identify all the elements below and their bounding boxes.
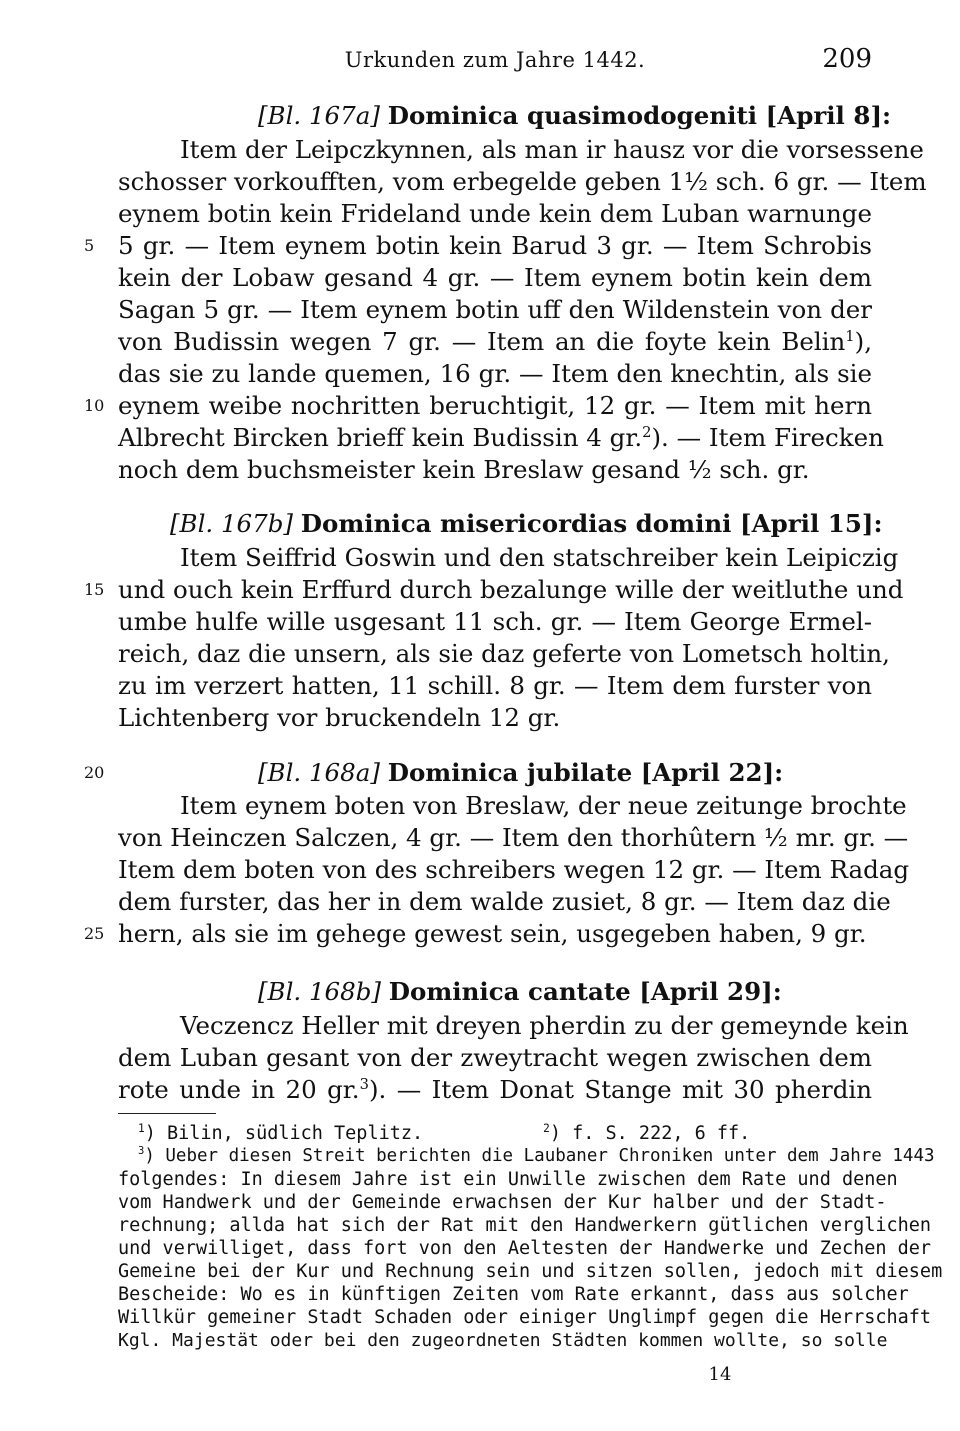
text-line: Item der Leipczkynnen, als man ir hausz vor die vorsessene (180, 135, 924, 164)
page-number: 209 (822, 44, 872, 74)
footnote-line: Bescheide: Wo es in künftigen Zeiten vom Rate erkannt, dass aus solcher (118, 1284, 909, 1305)
text-line: umbe hulfe wille usgesant 11 sch. gr. — Item George Ermel- (118, 607, 872, 636)
footnote-line (118, 1122, 872, 1145)
text-line: von Heinczen Salczen, 4 gr. — Item den thorhûtern ½ mr. gr. — (118, 823, 909, 852)
text-line (118, 1074, 872, 1105)
text-line: schosser vorkoufften, vom erbegelde geben 1½ sch. 6 gr. — Item (118, 167, 927, 196)
folio-reference: [Bl. 168a] (258, 758, 380, 787)
section-heading (118, 976, 872, 1007)
text-line: Sagan 5 gr. — Item eynem botin uff den Wildenstein von der (118, 295, 872, 324)
running-head: Urkunden zum Jahre 1442. (344, 48, 646, 72)
text-line: Item Seiffrid Goswin und den statschreiber kein Leipiczig (180, 543, 899, 572)
text-line: eynem botin kein Frideland unde kein dem Luban warnunge (118, 199, 872, 228)
text-line: noch dem buchsmeister kein Breslaw gesand ½ sch. gr. (118, 455, 810, 484)
footnote-line: vom Handwerk und der Gemeinde erwachsen der Kur halber und der Stadt- (118, 1192, 887, 1213)
footnote-marker: 1 (845, 327, 855, 345)
text-line: hern, als sie im gehege gewest sein, usgegeben haben, 9 gr. (118, 919, 867, 948)
section-title: Dominica quasimodogeniti [April 8]: (387, 101, 892, 130)
folio-reference: [Bl. 168b] (258, 977, 381, 1006)
footnote-line: Kgl. Majestät oder bei den zugeordneten Städten kommen wollte, so solle (118, 1330, 888, 1351)
footnote-number: 1 (138, 1121, 145, 1135)
section-title: Dominica jubilate [April 22]: (387, 758, 784, 787)
footnote-line: Gemeine bei der Kur und Rechnung sein und sitzen sollen, jedoch mit diesem (118, 1261, 943, 1282)
text-line: reich, daz die unsern, als sie daz geferte von Lometsch holtin, (118, 639, 890, 668)
text-line: und ouch kein Erffurd durch bezalunge wille der weitluthe und (118, 575, 904, 604)
text-line: Item dem boten von des schreibers wegen 12 gr. — Item Radag (118, 855, 910, 884)
page-header (118, 44, 872, 78)
line-number: 15 (84, 580, 105, 599)
line-number: 25 (84, 924, 105, 943)
footnote-number: 3 (138, 1145, 145, 1158)
folio-reference: [Bl. 167a] (258, 101, 380, 130)
text-segment: von Budissin wegen 7 gr. — Item an die foyte kein Belin (118, 327, 846, 356)
text-line: dem furster, das her in dem walde zusiet, 8 gr. — Item daz die (118, 887, 891, 916)
text-line: dem Luban gesant von der zweytracht wegen zwischen dem (118, 1043, 872, 1072)
text-line: eynem weibe nochritten beruchtigit, 12 gr. — Item mit hern (118, 391, 872, 420)
footnote-line: Willkür gemeiner Stadt Schaden oder einiger Unglimpf gegen die Herrschaft (118, 1307, 932, 1328)
line-number: 10 (84, 396, 105, 415)
line-number: 20 (84, 763, 105, 782)
section-title: Dominica misericordias domini [April 15]: (300, 509, 883, 538)
signature-mark: 14 (708, 1364, 732, 1385)
footnote-line: und verwilliget, dass fort von den Aeltesten der Handwerke und Zechen der (118, 1238, 932, 1259)
text-line (118, 422, 884, 453)
text-line: zu im verzert hatten, 11 schill. 8 gr. — Item dem furster von (118, 671, 872, 700)
text-line: kein der Lobaw gesand 4 gr. — Item eynem botin kein dem (118, 263, 872, 292)
text-line: das sie zu lande quemen, 16 gr. — Item den knechtin, als sie (118, 359, 872, 388)
footnote-marker: 2 (642, 423, 652, 441)
text-segment: ), (854, 327, 872, 356)
text-line: Veczencz Heller mit dreyen pherdin zu der gemeynde kein (180, 1011, 909, 1040)
footnote-text: ) Bilin, südlich Teplitz. (144, 1123, 424, 1144)
section-title: Dominica cantate [April 29]: (388, 977, 782, 1006)
text-line: Item eynem boten von Breslaw, der neue zeitunge brochte (180, 791, 907, 820)
section-heading (118, 757, 872, 788)
text-line (118, 326, 872, 357)
line-number: 5 (84, 236, 95, 255)
footnote-line: rechnung; allda hat sich der Rat mit den Handwerkern gütlichen verglichen (118, 1215, 932, 1236)
section-heading (118, 508, 883, 539)
footnote-text: ) Ueber diesen Streit berichten die Laubaner Chroniken unter dem Jahre 1443 (144, 1146, 935, 1166)
text-segment: ). — Item Donat Stange mit 30 pherdin (368, 1075, 873, 1104)
folio-reference: [Bl. 167b] (170, 509, 293, 538)
text-segment: rote unde in 20 gr. (118, 1075, 360, 1104)
text-line: 5 gr. — Item eynem botin kein Barud 3 gr. — Item Schrobis (118, 231, 872, 260)
text-segment: Albrecht Bircken brieff kein Budissin 4 gr. (118, 423, 643, 452)
section-heading (118, 100, 892, 131)
footnote-line (118, 1145, 935, 1168)
footnote-line: folgendes: In diesem Jahre ist ein Unwille zwischen dem Rate und denen (118, 1169, 898, 1190)
text-segment: ). — Item Firecken (651, 423, 884, 452)
footnote-rule (118, 1113, 216, 1114)
footnote-number: 2 (543, 1121, 550, 1135)
footnote-text: ) f. S. 222, 6 ff. (549, 1123, 751, 1144)
footnote-marker: 3 (359, 1075, 369, 1093)
text-line: Lichtenberg vor bruckendeln 12 gr. (118, 703, 561, 732)
